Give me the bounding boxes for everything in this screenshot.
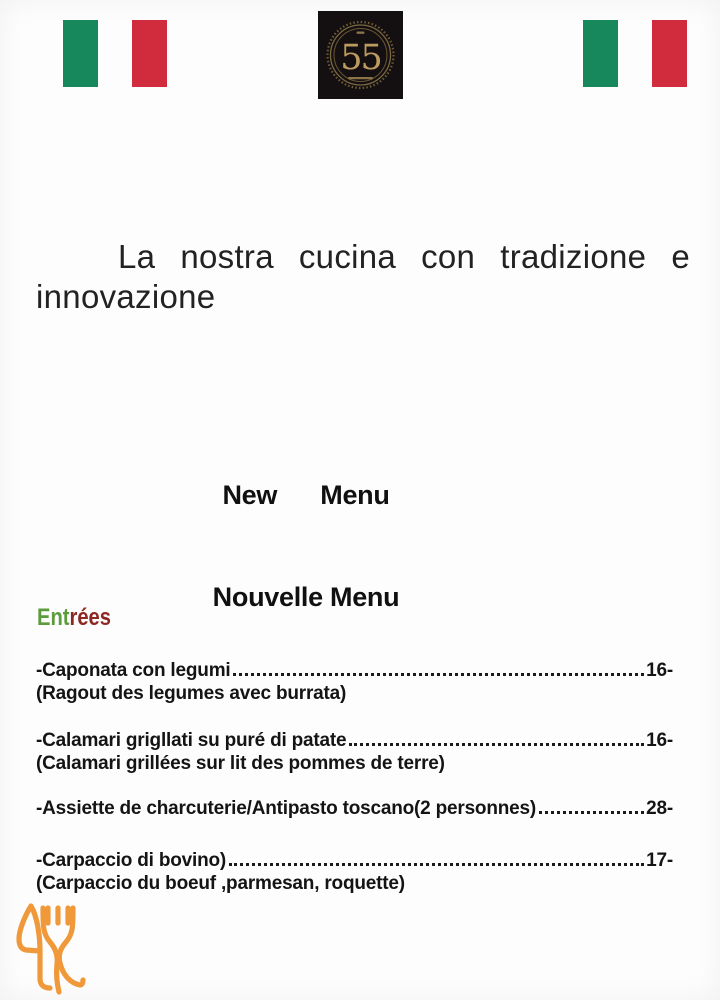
flag-stripe-white	[618, 20, 652, 87]
item-price: 16-	[646, 730, 673, 751]
item-price: 16-	[646, 660, 673, 681]
menu-item	[36, 849, 673, 895]
menu-item	[36, 797, 673, 820]
item-price: 28-	[646, 798, 673, 819]
flag-stripe-green	[583, 20, 618, 87]
logo-number: 55	[340, 38, 381, 78]
page-title: La nostra cucina con tradizione e innovazione	[36, 238, 690, 315]
item-name: -Assiette de charcuterie/Antipasto toscano(2 personnes)	[36, 798, 537, 819]
menu-heading	[0, 410, 612, 682]
flag-stripe-white	[98, 20, 132, 87]
item-name: -Carpaccio di bovino)	[36, 850, 227, 871]
item-description: (Carpaccio du boeuf ,parmesan, roquette)	[36, 873, 405, 894]
item-description: (Calamari grillées sur lit des pommes de terre)	[36, 753, 445, 774]
item-price: 17-	[646, 850, 673, 871]
menu-heading-line2: Nouvelle Menu	[212, 582, 400, 612]
flag-stripe-green	[63, 20, 98, 87]
section-heading-entrees	[37, 604, 111, 632]
logo-emblem-icon	[318, 11, 403, 99]
menu-heading-line1: New Menu	[222, 480, 390, 510]
logo-microtext-top	[357, 32, 365, 34]
dotted-leader	[229, 863, 644, 866]
italy-flag-left-icon	[63, 20, 167, 87]
heading-part-green: Ent	[37, 604, 70, 631]
menu-item	[36, 659, 673, 705]
flag-stripe-red	[132, 20, 167, 87]
item-description: (Ragout des legumes avec burrata)	[36, 683, 347, 704]
fork-knife-icon	[14, 898, 90, 1000]
item-name: -Calamari grigllati su puré di patate	[36, 730, 347, 751]
flag-stripe-red	[652, 20, 687, 87]
dotted-leader	[349, 743, 644, 746]
heading-part-red: rées	[69, 604, 111, 631]
italy-flag-right-icon	[583, 20, 687, 87]
dotted-leader	[539, 811, 644, 814]
restaurant-logo	[318, 11, 403, 99]
dotted-leader	[233, 673, 644, 676]
menu-item	[36, 729, 673, 775]
item-name: -Caponata con legumi	[36, 660, 231, 681]
